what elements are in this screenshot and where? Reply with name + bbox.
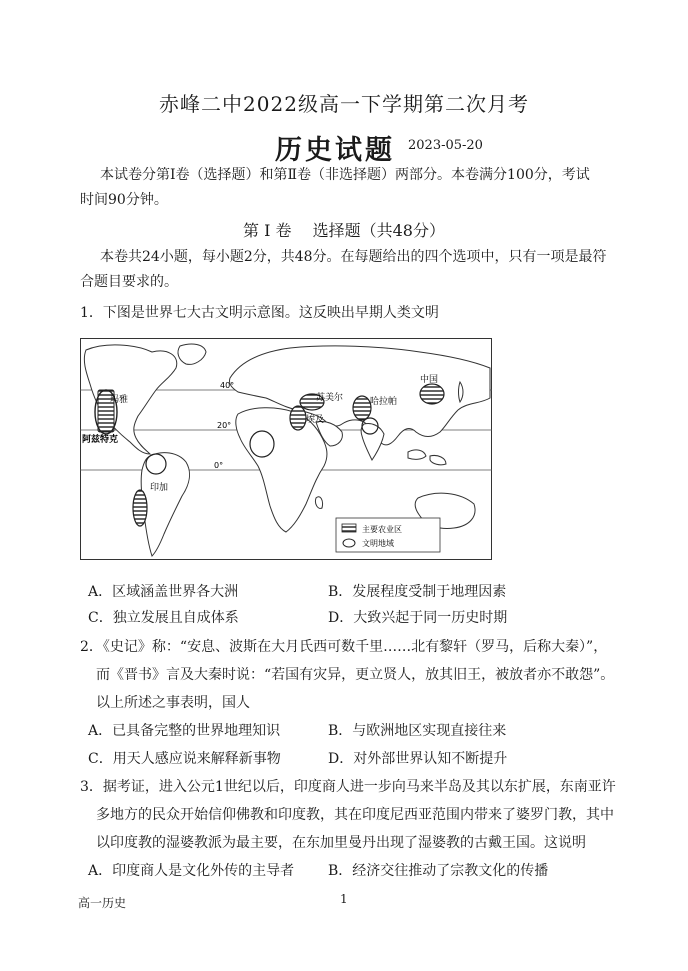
lat-0-label: 0° xyxy=(214,461,224,470)
section-instruction-1: 本卷共24小题，每小题2分，共48分。在每题给出的四个选项中，只有一项是最符 xyxy=(100,249,607,265)
label-china: 中国 xyxy=(420,375,439,385)
q1-option-c: C．独立发展且自成体系 xyxy=(88,610,239,626)
q3-option-a: A．印度商人是文化外传的主导者 xyxy=(88,863,295,879)
q2-option-d: D．对外部世界认知不断提升 xyxy=(328,751,508,767)
footer-subject: 高一历史 xyxy=(78,896,127,910)
label-aztec: 阿兹特克 xyxy=(82,435,119,445)
q2-line-2: 而《晋书》言及大秦时说：“若国有灾异，更立贤人，放其旧王，被放者亦不敢怨”。 xyxy=(96,667,615,683)
q2-line-3: 以上所述之事表明，国人 xyxy=(96,695,250,711)
exam-date: 2023-05-20 xyxy=(408,138,483,153)
label-harappa: 哈拉帕 xyxy=(370,397,398,407)
harappa-zone xyxy=(353,396,371,420)
q1-option-a: A．区域涵盖世界各大洲 xyxy=(88,584,239,600)
egypt-zone xyxy=(290,406,306,430)
q3-line-1: 3．据考证，进入公元1世纪以后，印度商人进一步向马来半岛及其以东扩展，东南亚许 xyxy=(80,779,616,795)
legend-agri-label: 主要农业区 xyxy=(362,525,402,534)
q3-line-2: 多地方的民众开始信仰佛教和印度教，其在印度尼西亚范围内带来了婆罗门教，其中 xyxy=(96,807,614,823)
intro-line-2: 时间90分钟。 xyxy=(80,192,168,208)
label-egypt: 埃及 xyxy=(306,415,325,425)
legend-agri-swatch xyxy=(342,524,356,532)
lat-20-label: 20° xyxy=(217,421,232,430)
china-zone xyxy=(420,384,444,404)
intro-line-1: 本试卷分第Ⅰ卷（选择题）和第Ⅱ卷（非选择题）两部分。本卷满分100分，考试 xyxy=(100,167,590,183)
q1-option-d: D．大致兴起于同一历史时期 xyxy=(328,610,508,626)
q2-option-b: B．与欧洲地区实现直接往来 xyxy=(328,723,507,739)
q3-line-3: 以印度教的湿婆教派为最主要，在东加里曼丹出现了湿婆教的古戴王国。这说明 xyxy=(96,835,586,851)
subject-title: 历史试题 xyxy=(275,135,395,166)
legend-civ-label: 文明地域 xyxy=(362,539,394,548)
section-instruction-2: 合题目要求的。 xyxy=(80,274,178,290)
q3-option-b: B．经济交往推动了宗教文化的传播 xyxy=(328,863,549,879)
q2-option-c: C．用天人感应说来解释新事物 xyxy=(88,751,281,767)
question-1-stem: 1．下图是世界七大古文明示意图。这反映出早期人类文明 xyxy=(80,305,439,321)
inca-zone xyxy=(133,490,147,526)
label-inca: 印加 xyxy=(150,483,169,493)
label-maya: 玛雅 xyxy=(110,395,129,405)
label-sumer: 苏美尔 xyxy=(316,393,344,403)
q2-option-a: A．已具备完整的世界地理知识 xyxy=(88,723,281,739)
exam-title: 赤峰二中2022级高一下学期第二次月考 xyxy=(159,92,529,116)
world-civilizations-map xyxy=(80,338,492,560)
page-number: 1 xyxy=(340,892,348,906)
lat-40-label: 40° xyxy=(220,381,235,390)
q2-line-1: 2．《史记》称：“安息、波斯在大月氏西可数千里……北有黎轩（罗马，后称大秦）”， xyxy=(80,639,608,655)
q1-option-b: B．发展程度受制于地理因素 xyxy=(328,584,507,600)
map-svg xyxy=(80,338,492,560)
section-title: 第 Ⅰ 卷 选择题（共48分） xyxy=(243,221,445,240)
